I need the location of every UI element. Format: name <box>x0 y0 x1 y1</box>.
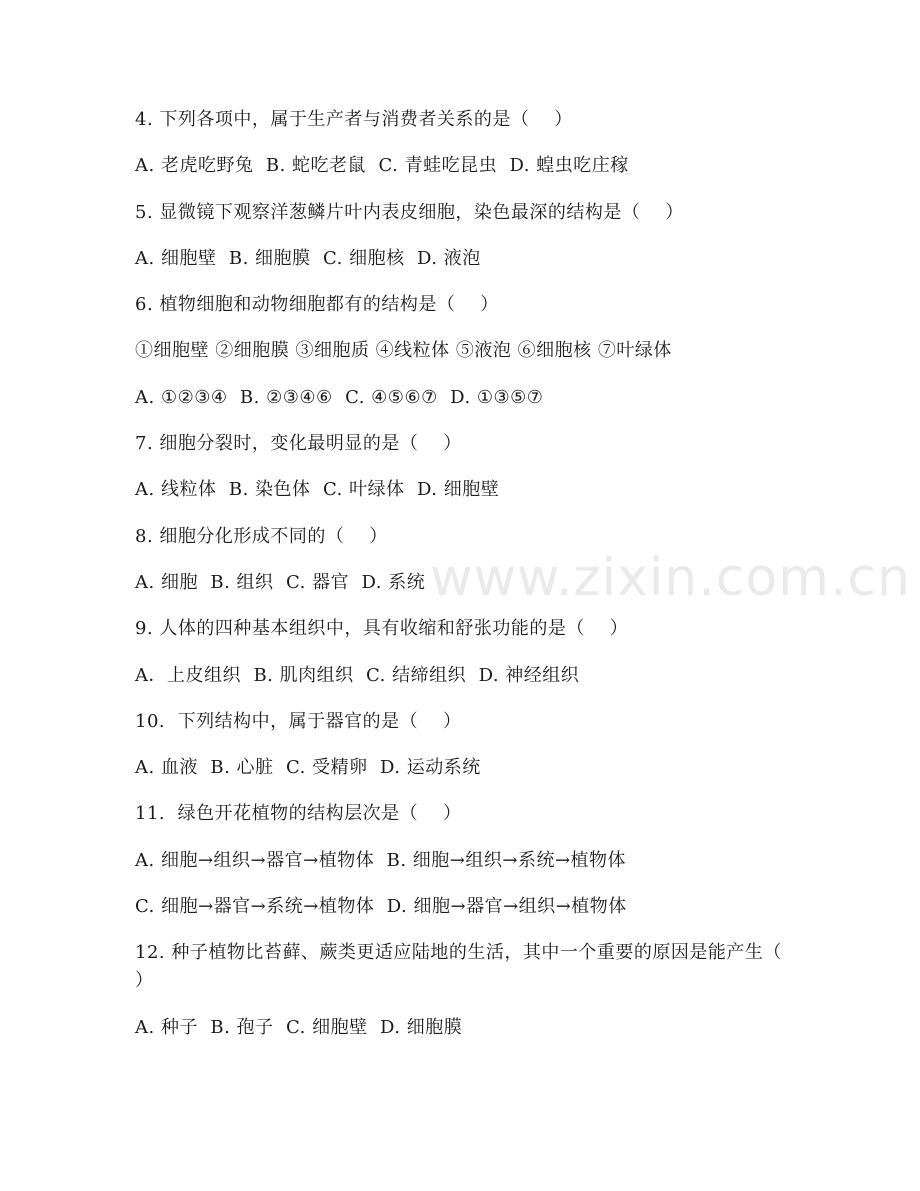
question-7-options: A. 线粒体 B. 染色体 C. 叶绿体 D. 细胞壁 <box>135 479 500 501</box>
watermark: www.zixin.com.cn <box>430 548 911 608</box>
question-10-stem: 10. 下列结构中，属于器官的是（ ） <box>135 710 462 732</box>
question-5-stem: 5. 显微镜下观察洋葱鳞片叶内表皮细胞，染色最深的结构是（ ） <box>135 201 684 223</box>
question-11-options-2: C. 细胞→器官→系统→植物体 D. 细胞→器官→组织→植物体 <box>135 896 627 918</box>
question-6-options: A. ①②③④ B. ②③④⑥ C. ④⑤⑥⑦ D. ①③⑤⑦ <box>135 386 544 408</box>
question-4-stem: 4. 下列各项中，属于生产者与消费者关系的是（ ） <box>135 109 573 130</box>
question-6-stem: 6. 植物细胞和动物细胞都有的结构是（ ） <box>135 294 499 316</box>
question-12-stem: 12. 种子植物比苔藓、蕨类更适应陆地的生活，其中一个重要的原因是能产生（ ） <box>135 942 782 992</box>
question-7-stem: 7. 细胞分裂时，变化最明显的是（ ） <box>135 433 462 455</box>
question-8-stem: 8. 细胞分化形成不同的（ ） <box>135 525 388 547</box>
question-11-options: A. 细胞→组织→器官→植物体 B. 细胞→组织→系统→植物体 <box>135 849 627 871</box>
question-9-options: A．上皮组织 B. 肌肉组织 C. 结缔组织 D. 神经组织 <box>135 664 580 686</box>
question-11-stem: 11. 绿色开花植物的结构层次是（ ） <box>135 803 462 825</box>
question-9-stem: 9. 人体的四种基本组织中，具有收缩和舒张功能的是（ ） <box>135 618 629 640</box>
question-6-items: ①细胞壁 ②细胞膜 ③细胞质 ④线粒体 ⑤液泡 ⑥细胞核 ⑦叶绿体 <box>135 340 672 362</box>
question-12-options: A. 种子 B. 孢子 C. 细胞壁 D. 细胞膜 <box>135 1016 463 1038</box>
question-5-options: A. 细胞壁 B. 细胞膜 C. 细胞核 D. 液泡 <box>135 247 481 269</box>
question-4-options: A. 老虎吃野兔 B. 蛇吃老鼠 C. 青蛙吃昆虫 D. 蝗虫吃庄稼 <box>135 155 629 177</box>
question-8-options: A. 细胞 B. 组织 C. 器官 D. 系统 <box>135 571 426 593</box>
question-10-options: A. 血液 B. 心脏 C. 受精卵 D. 运动系统 <box>135 757 481 779</box>
